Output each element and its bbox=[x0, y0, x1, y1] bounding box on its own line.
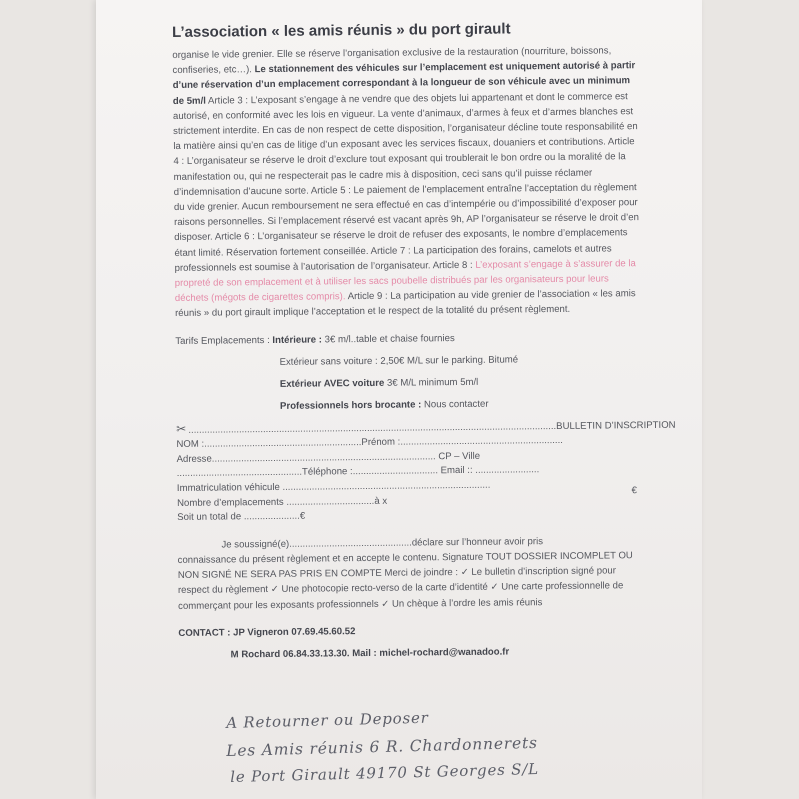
adresse-field: Adresse.................................................................................... CP – Ville bbox=[176, 450, 481, 465]
immatriculation-field: Immatriculation véhicule .............................................................................. bbox=[176, 479, 491, 495]
declaration-section bbox=[177, 533, 646, 614]
regulation-segment: Article 3 : L’exposant s’engage à ne vendre que des objets lui appartenant et dont le commerce est autorisé, en conformité avec les lois en vigueur. La vente d’animaux, d’armes à feux et d’armes blanches est strictement interdite. En cas de non respect de cette disposition, l’organisateur décline toute responsabilité en la matière ainsi qu’en cas de litige d’un exposant avec les services fiscaux, douaniers et contributions. Article 4 : L’organisateur se réserve le droit d’exclure tout exposant qui troublerait le bon ordre ou la moralité de la manifestation ou, qui ne respecterait pas le cadre mis à disposition, ceci sans qu’il puisse réclamer d’indemnisation d’aucune sorte. Article 5 : Le paiement de l’emplacement entraîne l’acceptation du règlement du vide grenier. Aucun remboursement ne sera effectué en cas d’intempérie ou d’impossibilité d’exposer pour raisons personnelles. Si l’emplacement réservé est vacant après 9h, AP l’organisateur se réserve le droit d’en disposer. Article 6 : L’organisateur se réserve le droit de refuser des exposants, le nombre d’emplacements étant limité. Réservation fortement conseillée. Article 7 : La participation des forains, camelots et autres professionnels est soumise à l’autorisation de l’organisateur. Article 8 : bbox=[172, 90, 639, 274]
handwritten-line-1: A Retourner ou Deposer bbox=[226, 708, 429, 732]
regulation-segment: Article 9 : La participation au vide grenier de l’association « les amis réunis » du port girault implique l’acceptation et le respect de la totalité du présent règlement. bbox=[174, 288, 636, 320]
telephone-email-field: ...............................................Téléphone :................................ Email :: ........................ bbox=[176, 464, 540, 480]
handwritten-line-2: Les Amis réunis 6 R. Chardonnerets bbox=[226, 733, 539, 760]
registration-form bbox=[176, 417, 676, 526]
euro-sign: € bbox=[631, 484, 637, 496]
total-field: Soit un total de .....................€ bbox=[177, 510, 306, 524]
tarif-pro-label: Professionnels hors brocante : bbox=[279, 399, 422, 412]
tarif-interieur-value: 3€ m/l..table et chaise fournies bbox=[321, 332, 455, 346]
contact-vigneron: CONTACT : JP Vigneron 07.69.45.60.52 bbox=[178, 625, 356, 639]
nombre-emplacements-label: Nombre d’emplacements .................................à x bbox=[176, 495, 388, 509]
tarif-professionnels bbox=[176, 395, 644, 415]
tarif-ext-sans-label: Extérieur sans voiture : bbox=[279, 355, 378, 368]
handwritten-line-3: le Port Girault 49170 St Georges S/L bbox=[230, 759, 540, 786]
tarif-interieur-label: Intérieure : bbox=[272, 334, 323, 346]
tarif-pro-value: Nous contacter bbox=[421, 398, 489, 411]
pricing-section bbox=[175, 329, 644, 415]
regulation-text bbox=[172, 43, 643, 322]
document-title: L’association « les amis réunis » du port girault bbox=[172, 20, 511, 41]
contact-rochard: M Rochard 06.84.33.13.30. Mail : michel-rochard@wanadoo.fr bbox=[230, 646, 510, 661]
declaration-text: connaissance du présent règlement et en accepte le contenu. Signature TOUT DOSSIER INCOMPLET OU NON SIGNÉ NE SERA PAS PRIS EN COMPTE Merci de joindre : ✓ Le bulletin d’inscription signé pour respect du règlement ✓ Une photocopie recto-verso de la carte d’identité ✓ Une carte professionnelle de commerçant pour les exposants professionnels ✓ Un chèque à l’ordre les amis réunis bbox=[177, 550, 633, 612]
tarif-interieur bbox=[175, 329, 643, 349]
regulation-paragraph bbox=[172, 43, 643, 322]
tarif-ext-avec-label: Extérieur AVEC voiture bbox=[279, 377, 385, 390]
regulation-segment: Le stationnement des véhicules sur l’emplacement est uniquement autorisé à partir d’une réservation d’un emplacement correspondant à la longueur de son véhicule avec un minimum de 5m/l bbox=[172, 60, 636, 107]
regulation-segment: L’exposant s’engage à s’assurer de la propreté de son emplacement et à utiliser les sacs poubelle distribués par les organisateurs pour leurs déchets (mégots de cigarettes compris). bbox=[174, 257, 636, 305]
contact-section bbox=[178, 621, 646, 663]
document-content bbox=[172, 17, 676, 670]
nom-prenom-field: NOM :...........................................................Prénom :............................................................. bbox=[176, 435, 563, 451]
tarifs-label: Tarifs Emplacements : bbox=[175, 334, 273, 347]
tarif-ext-sans-value: 2,50€ M/L sur le parking. Bitumé bbox=[377, 354, 519, 367]
tarif-exterieur-sans-voiture bbox=[175, 351, 643, 371]
paper-sheet bbox=[96, 0, 702, 799]
tarif-exterieur-avec-voiture bbox=[176, 373, 644, 393]
regulation-segment: organise le vide grenier. Elle se réserve l’organisation exclusive de la restauration (nourriture, boissons, confiseries, etc…). bbox=[172, 45, 612, 77]
bulletin-title: ..........................................................................................................................................BULLETIN D’INSCRIPTION bbox=[188, 419, 676, 436]
declaration-first-line: Je soussigné(e)..............................................déclare sur l’honneur avoir pris bbox=[221, 535, 544, 551]
scissors-icon: ✂ bbox=[176, 421, 187, 436]
tarif-ext-avec-value: 3€ M/L minimum 5m/l bbox=[384, 376, 479, 389]
